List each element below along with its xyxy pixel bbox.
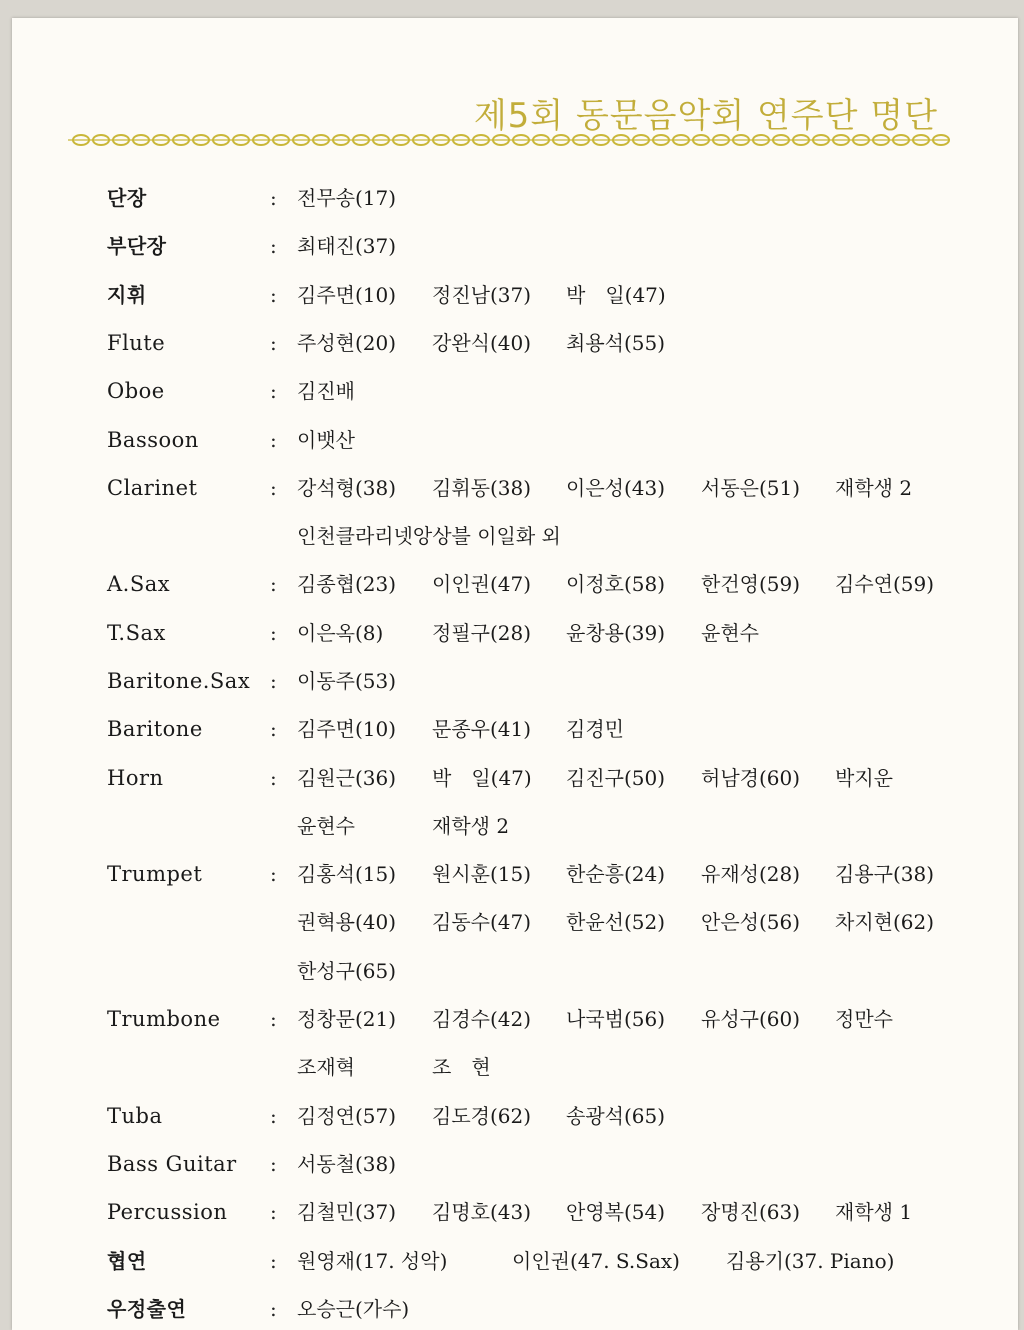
performer-name: 조재혁 bbox=[297, 1055, 355, 1079]
performer-name: 안은성(56) bbox=[701, 910, 801, 934]
performer-name: 김도경(62) bbox=[432, 1104, 532, 1128]
performer-name: 인천클라리넷앙상블 이일화 외 bbox=[297, 524, 561, 548]
instrument-label: 부단장 bbox=[107, 234, 167, 258]
label-colon: : bbox=[270, 1104, 277, 1128]
roster-row bbox=[12, 1144, 1018, 1184]
performer-name: 윤현수 bbox=[297, 814, 355, 838]
performer-name: 한성구(65) bbox=[297, 959, 397, 983]
roster-row bbox=[12, 951, 1018, 991]
instrument-label: 우정출연 bbox=[107, 1297, 187, 1321]
roster-row bbox=[12, 371, 1018, 411]
performer-roster bbox=[12, 18, 1018, 1330]
label-colon: : bbox=[270, 331, 277, 355]
roster-row bbox=[12, 564, 1018, 604]
roster-row bbox=[12, 661, 1018, 701]
instrument-label: Baritone bbox=[107, 717, 203, 741]
label-colon: : bbox=[270, 1297, 277, 1321]
instrument-label: Bass Guitar bbox=[107, 1152, 237, 1176]
label-colon: : bbox=[270, 572, 277, 596]
label-colon: : bbox=[270, 1152, 277, 1176]
instrument-label: Clarinet bbox=[107, 476, 198, 500]
performer-name: 한윤선(52) bbox=[566, 910, 666, 934]
roster-row bbox=[12, 226, 1018, 266]
performer-name: 김정연(57) bbox=[297, 1104, 397, 1128]
performer-name: 김경민 bbox=[566, 717, 624, 741]
performer-name: 윤현수 bbox=[701, 621, 759, 645]
label-colon: : bbox=[270, 186, 277, 210]
performer-name: 이은옥(8) bbox=[297, 621, 384, 645]
instrument-label: Trumpet bbox=[107, 862, 203, 886]
performer-name: 김주면(10) bbox=[297, 717, 397, 741]
roster-row bbox=[12, 275, 1018, 315]
instrument-label: A.Sax bbox=[107, 572, 171, 596]
instrument-label: Flute bbox=[107, 331, 166, 355]
performer-name: 김용구(38) bbox=[835, 862, 935, 886]
performer-name: 최용석(55) bbox=[566, 331, 666, 355]
performer-name: 김진배 bbox=[297, 379, 355, 403]
performer-name: 정만수 bbox=[835, 1007, 893, 1031]
roster-row bbox=[12, 178, 1018, 218]
label-colon: : bbox=[270, 476, 277, 500]
label-colon: : bbox=[270, 283, 277, 307]
performer-name: 김명호(43) bbox=[432, 1200, 532, 1224]
performer-name: 이인권(47. S.Sax) bbox=[512, 1249, 680, 1273]
performer-name: 서동은(51) bbox=[701, 476, 801, 500]
performer-name: 주성현(20) bbox=[297, 331, 397, 355]
performer-name: 박 일(47) bbox=[432, 766, 532, 790]
roster-row bbox=[12, 1047, 1018, 1087]
performer-name: 권혁용(40) bbox=[297, 910, 397, 934]
label-colon: : bbox=[270, 621, 277, 645]
label-colon: : bbox=[270, 766, 277, 790]
performer-name: 유재성(28) bbox=[701, 862, 801, 886]
roster-row bbox=[12, 468, 1018, 508]
roster-row bbox=[12, 854, 1018, 894]
roster-row bbox=[12, 758, 1018, 798]
label-colon: : bbox=[270, 1249, 277, 1273]
label-colon: : bbox=[270, 234, 277, 258]
performer-name: 한순흥(24) bbox=[566, 862, 666, 886]
performer-name: 정진남(37) bbox=[432, 283, 532, 307]
performer-name: 송광석(65) bbox=[566, 1104, 666, 1128]
roster-row bbox=[12, 420, 1018, 460]
roster-row bbox=[12, 323, 1018, 363]
roster-row bbox=[12, 1096, 1018, 1136]
performer-name: 이동주(53) bbox=[297, 669, 397, 693]
performer-name: 김주면(10) bbox=[297, 283, 397, 307]
performer-name: 김철민(37) bbox=[297, 1200, 397, 1224]
label-colon: : bbox=[270, 717, 277, 741]
performer-name: 이정호(58) bbox=[566, 572, 666, 596]
performer-name: 이인권(47) bbox=[432, 572, 532, 596]
performer-name: 김휘동(38) bbox=[432, 476, 532, 500]
performer-name: 재학생 2 bbox=[835, 476, 913, 500]
instrument-label: Bassoon bbox=[107, 428, 199, 452]
instrument-label: Baritone.Sax bbox=[107, 669, 251, 693]
label-colon: : bbox=[270, 1007, 277, 1031]
performer-name: 윤창용(39) bbox=[566, 621, 666, 645]
performer-name: 오승근(가수) bbox=[297, 1297, 410, 1321]
instrument-label: Trumbone bbox=[107, 1007, 221, 1031]
performer-name: 허남경(60) bbox=[701, 766, 801, 790]
performer-name: 원영재(17. 성악) bbox=[297, 1249, 448, 1273]
label-colon: : bbox=[270, 669, 277, 693]
performer-name: 조 현 bbox=[432, 1055, 491, 1079]
instrument-label: Horn bbox=[107, 766, 164, 790]
roster-row bbox=[12, 902, 1018, 942]
performer-name: 이은성(43) bbox=[566, 476, 666, 500]
performer-name: 차지현(62) bbox=[835, 910, 935, 934]
performer-name: 김용기(37. Piano) bbox=[726, 1249, 895, 1273]
roster-row bbox=[12, 1241, 1018, 1281]
performer-name: 안영복(54) bbox=[566, 1200, 666, 1224]
instrument-label: 지휘 bbox=[107, 283, 147, 307]
performer-name: 서동철(38) bbox=[297, 1152, 397, 1176]
performer-name: 최태진(37) bbox=[297, 234, 397, 258]
performer-name: 원시훈(15) bbox=[432, 862, 532, 886]
label-colon: : bbox=[270, 1200, 277, 1224]
performer-name: 김진구(50) bbox=[566, 766, 666, 790]
performer-name: 한건영(59) bbox=[701, 572, 801, 596]
performer-name: 장명진(63) bbox=[701, 1200, 801, 1224]
performer-name: 박 일(47) bbox=[566, 283, 666, 307]
performer-name: 박지운 bbox=[835, 766, 893, 790]
performer-name: 정창문(21) bbox=[297, 1007, 397, 1031]
performer-name: 재학생 1 bbox=[835, 1200, 913, 1224]
performer-name: 김원근(36) bbox=[297, 766, 397, 790]
label-colon: : bbox=[270, 379, 277, 403]
performer-name: 나국범(56) bbox=[566, 1007, 666, 1031]
program-page bbox=[12, 18, 1018, 1330]
instrument-label: T.Sax bbox=[107, 621, 166, 645]
instrument-label: Tuba bbox=[107, 1104, 163, 1128]
performer-name: 김종협(23) bbox=[297, 572, 397, 596]
label-colon: : bbox=[270, 428, 277, 452]
performer-name: 김동수(47) bbox=[432, 910, 532, 934]
roster-row bbox=[12, 806, 1018, 846]
page-title: 제5회 동문음악회 연주단 명단 bbox=[473, 96, 938, 136]
performer-name: 김홍석(15) bbox=[297, 862, 397, 886]
performer-name: 이뱃산 bbox=[297, 428, 355, 452]
performer-name: 유성구(60) bbox=[701, 1007, 801, 1031]
instrument-label: 단장 bbox=[107, 186, 147, 210]
roster-row bbox=[12, 516, 1018, 556]
performer-name: 강석형(38) bbox=[297, 476, 397, 500]
performer-name: 재학생 2 bbox=[432, 814, 510, 838]
label-colon: : bbox=[270, 862, 277, 886]
performer-name: 김경수(42) bbox=[432, 1007, 532, 1031]
roster-row bbox=[12, 613, 1018, 653]
performer-name: 문종우(41) bbox=[432, 717, 532, 741]
roster-row bbox=[12, 999, 1018, 1039]
instrument-label: Percussion bbox=[107, 1200, 228, 1224]
roster-row bbox=[12, 1192, 1018, 1232]
performer-name: 전무송(17) bbox=[297, 186, 397, 210]
roster-row bbox=[12, 709, 1018, 749]
performer-name: 강완식(40) bbox=[432, 331, 532, 355]
performer-name: 김수연(59) bbox=[835, 572, 935, 596]
instrument-label: Oboe bbox=[107, 379, 165, 403]
performer-name: 정필구(28) bbox=[432, 621, 532, 645]
roster-row bbox=[12, 1289, 1018, 1329]
instrument-label: 협연 bbox=[107, 1249, 147, 1273]
